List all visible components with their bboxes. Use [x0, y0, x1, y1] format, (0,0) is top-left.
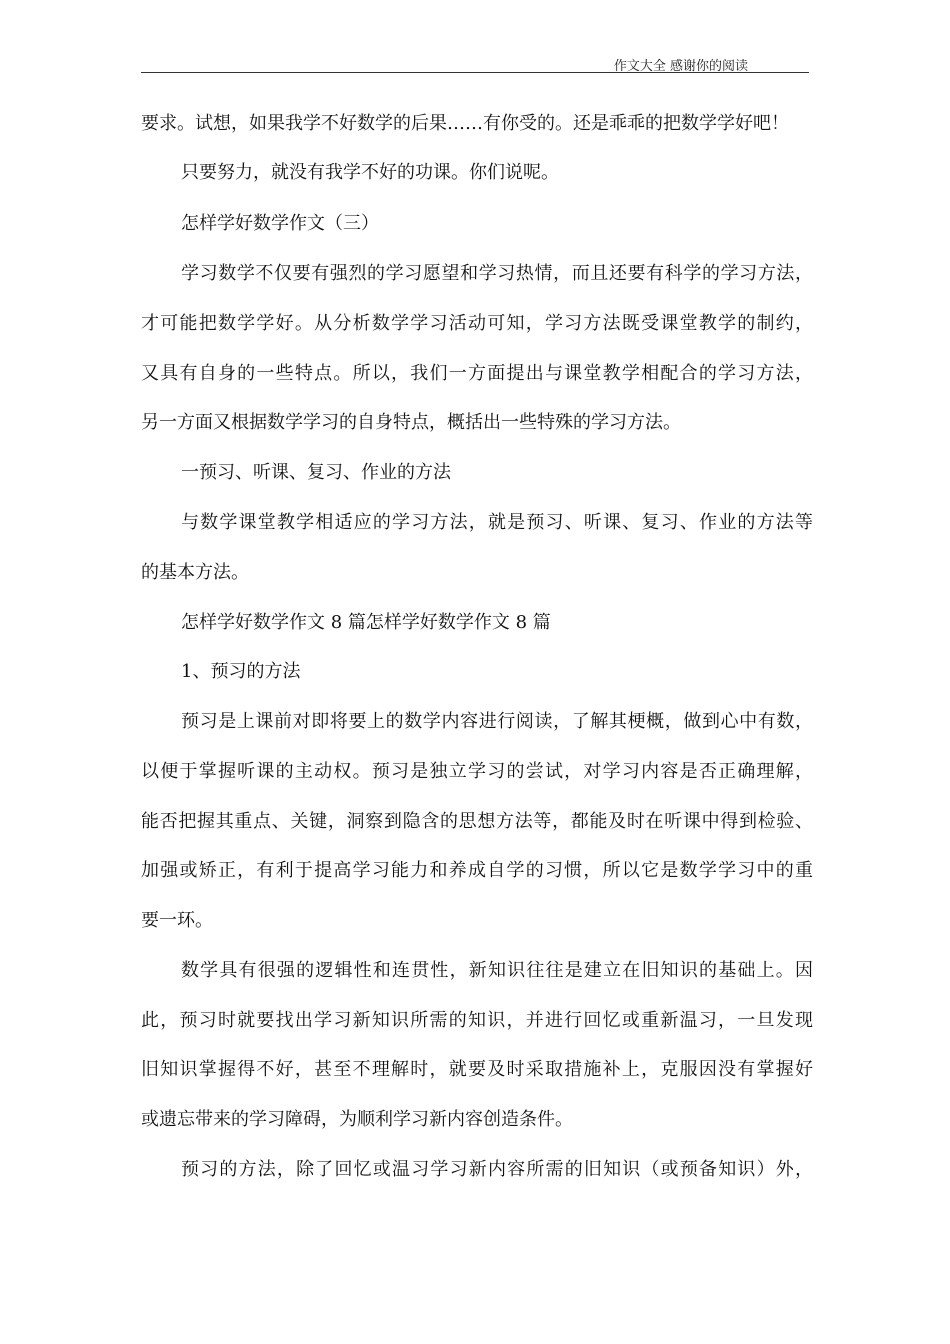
section-heading: 怎样学好数学作文（三）	[181, 213, 379, 234]
text-line: 旧知识掌握得不好，甚至不理解时，就要及时采取措施补上，克服因没有掌握好	[141, 1059, 813, 1080]
text-line: 加强或矫正，有利于提高学习能力和养成自学的习惯，所以它是数学学习中的重	[141, 860, 813, 881]
text-line: 又具有自身的一些特点。所以，我们一方面提出与课堂教学相配合的学习方法，	[141, 363, 813, 384]
text-line: 要求。试想，如果我学不好数学的后果……有你受的。还是乖乖的把数学学好吧！	[141, 113, 789, 134]
text-line: 能否把握其重点、关键，洞察到隐含的思想方法等，都能及时在听课中得到检验、	[141, 811, 813, 832]
text-line: 此，预习时就要找出学习新知识所需的知识，并进行回忆或重新温习，一旦发现	[141, 1010, 813, 1031]
text-line: 预习是上课前对即将要上的数学内容进行阅读，了解其梗概，做到心中有数，	[181, 711, 813, 732]
text-line: 另一方面又根据数学学习的自身特点，概括出一些特殊的学习方法。	[141, 412, 681, 433]
text-line: 才可能把数学学好。从分析数学学习活动可知，学习方法既受课堂教学的制约，	[141, 313, 813, 334]
text-line: 的基本方法。	[141, 562, 249, 583]
header-text: 作文大全 感谢你的阅读	[613, 59, 748, 74]
text-line: 预习的方法，除了回忆或温习学习新内容所需的旧知识（或预备知识）外，	[181, 1159, 813, 1180]
text-line: 怎样学好数学作文 8 篇怎样学好数学作文 8 篇	[181, 612, 551, 633]
text-line: 要一环。	[141, 910, 213, 931]
section-heading: 1、预习的方法	[181, 661, 301, 682]
text-line: 或遗忘带来的学习障碍，为顺利学习新内容创造条件。	[141, 1109, 573, 1130]
section-heading: 一预习、听课、复习、作业的方法	[181, 462, 451, 483]
text-line: 以便于掌握听课的主动权。预习是独立学习的尝试，对学习内容是否正确理解，	[141, 761, 813, 782]
text-line: 学习数学不仅要有强烈的学习愿望和学习热情，而且还要有科学的学习方法，	[181, 263, 813, 284]
page-header	[141, 54, 809, 73]
text-line: 数学具有很强的逻辑性和连贯性，新知识往往是建立在旧知识的基础上。因	[181, 960, 813, 981]
text-line: 只要努力，就没有我学不好的功课。你们说呢。	[181, 162, 559, 183]
text-line: 与数学课堂教学相适应的学习方法，就是预习、听课、复习、作业的方法等	[181, 512, 813, 533]
